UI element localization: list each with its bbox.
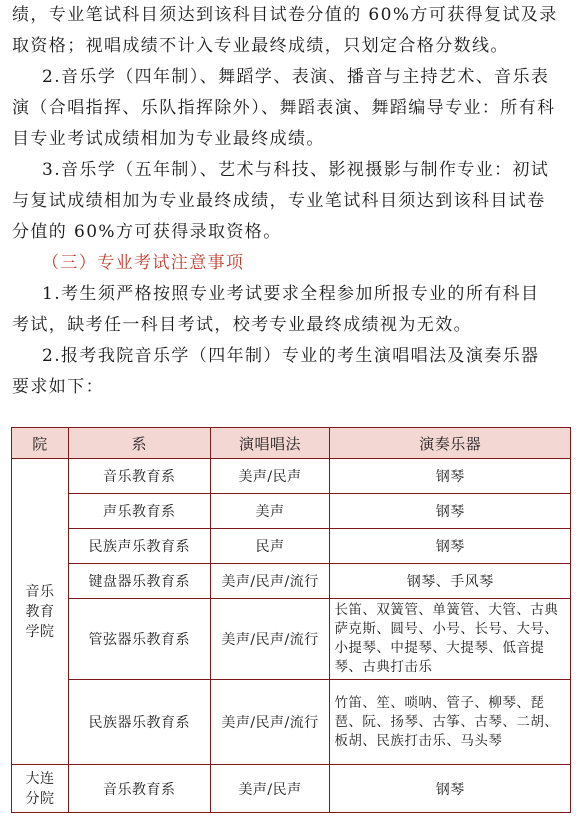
text-line: 考试，缺考任一科目考试，校考专业最终成绩视为无效。 — [12, 315, 472, 335]
instrument-cell: 竹笛、笙、唢呐、管子、柳琴、琵琶、阮、扬琴、古筝、古琴、二胡、板胡、民族打击乐、马头琴 — [330, 680, 571, 765]
paragraph-2 — [12, 62, 568, 155]
instrument-cell: 钢琴 — [330, 494, 571, 529]
text-line: 分值的 60%方可获得录取资格。 — [12, 222, 282, 242]
instrument-cell: 长笛、双簧管、单簧管、大管、古典萨克斯、圆号、小号、长号、大号、小提琴、中提琴、大提琴、低音提琴、古典打击乐 — [330, 599, 571, 680]
paragraph-4 — [12, 279, 568, 341]
header-cell: 演唱唱法 — [210, 428, 330, 459]
institute-cell — [12, 765, 69, 813]
table-row — [12, 564, 571, 599]
header-cell: 演奏乐器 — [330, 428, 571, 459]
dept-cell: 管弦器乐教育系 — [68, 599, 210, 680]
singing-cell: 民声 — [210, 529, 330, 564]
text-line: 2.音乐学（四年制）、舞蹈学、表演、播音与主持艺术、音乐表 — [42, 67, 550, 87]
instrument-cell: 钢琴 — [330, 765, 571, 813]
body-text — [12, 0, 568, 403]
text-line: 1.考生须严格按照专业考试要求全程参加所报专业的所有科目 — [42, 284, 540, 304]
singing-cell: 美声/民声/流行 — [210, 599, 330, 680]
text-line: 绩，专业笔试科目须达到该科目试卷分值的 60%方可获得复试及录 — [12, 5, 558, 25]
dept-cell: 音乐教育系 — [68, 459, 210, 494]
dept-cell: 民族声乐教育系 — [68, 529, 210, 564]
singing-cell: 美声 — [210, 494, 330, 529]
institute-name: 音乐教育学院 — [25, 583, 55, 640]
instrument-cell: 钢琴 — [330, 459, 571, 494]
text-line: 与复试成绩相加为专业最终成绩，专业笔试科目须达到该科目试卷 — [12, 191, 546, 211]
paragraph-1 — [12, 0, 568, 62]
section-heading — [12, 248, 568, 279]
text-line: 目专业考试成绩相加为专业最终成绩。 — [12, 129, 325, 149]
text-line: 演（合唱指挥、乐队指挥除外）、舞蹈表演、舞蹈编导专业：所有科 — [12, 98, 556, 118]
singing-cell: 美声/民声/流行 — [210, 680, 330, 765]
requirements-table — [11, 427, 571, 813]
table-row — [12, 494, 571, 529]
table-row — [12, 599, 571, 680]
instrument-cell: 钢琴 — [330, 529, 571, 564]
table-row — [12, 459, 571, 494]
text-line: 2.报考我院音乐学（四年制）专业的考生演唱唱法及演奏乐器 — [42, 346, 540, 366]
text-line: 3.音乐学（五年制）、艺术与科技、影视摄影与制作专业：初试 — [42, 160, 550, 180]
singing-cell: 美声/民声/流行 — [210, 564, 330, 599]
instrument-cell: 钢琴、手风琴 — [330, 564, 571, 599]
table-header-row — [12, 428, 571, 459]
text-line: 取资格；视唱成绩不计入专业最终成绩，只划定合格分数线。 — [12, 36, 509, 56]
table-row — [12, 529, 571, 564]
paragraph-3 — [12, 155, 568, 248]
dept-cell: 键盘器乐教育系 — [68, 564, 210, 599]
header-cell: 院 — [12, 428, 69, 459]
dept-cell: 民族器乐教育系 — [68, 680, 210, 765]
institute-cell — [12, 459, 69, 765]
heading-text: （三）专业考试注意事项 — [42, 253, 245, 273]
paragraph-5 — [12, 341, 568, 403]
table-row — [12, 765, 571, 813]
text-line: 要求如下： — [12, 377, 104, 397]
dept-cell: 音乐教育系 — [68, 765, 210, 813]
institute-name: 大连分院 — [25, 770, 55, 807]
header-cell: 系 — [68, 428, 210, 459]
singing-cell: 美声/民声 — [210, 765, 330, 813]
singing-cell: 美声/民声 — [210, 459, 330, 494]
dept-cell: 声乐教育系 — [68, 494, 210, 529]
table-row — [12, 680, 571, 765]
